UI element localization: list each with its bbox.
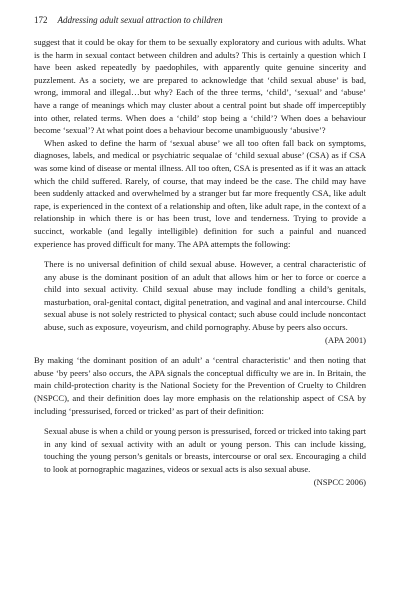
body-paragraph-2: When asked to define the harm of ‘sexual abuse’ we all too often fall back on symptoms, diagnoses, labels, and medical or psychiatric sequalae of ‘child sexual abuse’ (CSA) as if CSA was some kind of disease or mental illness. All too often, CSA is presented as if it was an attack which the child suffered. Rarely, of course, that may indeed be the case. The child may have been suddenly attacked and overwhelmed by a stranger but far more frequently CSA, like adult rape, is experienced in the context of a relationship and often, like adult rape, in the context of a relationship in which there is or has been trust, love and tenderness. Trying to provide a succinct, workable (and legally intelligible) definition for such a painful and nuanced experience has proved difficult for many. The APA attempts the following: [34,137,366,249]
quote-citation-nspcc: (NSPCC 2006) [313,476,366,487]
quote-text-apa: There is no universal definition of child sexual abuse. However, a central characteristic of any abuse is the dominant position of an adult that allows him or her to force or coerce a child into sexual activity. Child sexual abuse may include fondling a child’s genitals, masturbation, oral-genital contact, digital penetration, and vaginal and anal intercourse. Child sexual abuse is not solely restricted to physical contact; such abuse could include noncontact abuse, such as exposure, voyeurism, and child pornography. Abuse by peers also occurs. [44,259,366,333]
body-paragraph-3: By making ‘the dominant position of an adult’ a ‘central characteristic’ and then noting that abuse ‘by peers’ also occurs, the APA signals the conceptual difficulty we are in. In Britain, the main child-protection charity is the National Society for the Prevention of Cruelty to Children (NSPCC), and their definition does lay more emphasis on the relationship aspect of CSA by including ‘pressurised, forced or tricked’ as part of their definition: [34,355,366,416]
running-head [34,14,366,26]
block-quote-nspcc [44,425,366,488]
book-page [34,14,366,496]
page-number: 172 [34,15,48,25]
body-paragraph-1: suggest that it could be okay for them to be sexually exploratory and curious with adults. What is the harm in sexual contact between children and adults? This is certainly a question which I have been asked repeatedly by paedophiles, with apparently quite genuine sincerity and puzzlement. As a society, we are prepared to acknowledge that ‘child sexual abuse’ is bad, wrong, immoral and illegal…but why? Each of the three terms, ‘child’, ‘sexual’ and ‘abuse’ have a range of meanings which may cluster about a central point but shade off imperceptibly into other, related terms. When does a ‘child’ stop being a ‘child’? When does a behaviour become ‘sexual’? At what point does a behaviour become unambiguously ‘abusive’? [34,37,366,136]
quote-citation-apa: (APA 2001) [325,334,366,345]
block-quote-apa [44,258,366,346]
running-title: Addressing adult sexual attraction to children [57,15,223,25]
quote-text-nspcc: Sexual abuse is when a child or young person is pressurised, forced or tricked into taking part in any kind of sexual activity with an adult or young person. This can include kissing, touching the young person’s genitals or breasts, intercourse or oral sex. Encouraging a child to look at pornographic magazines, videos or sexual acts is also sexual abuse. [44,426,366,474]
